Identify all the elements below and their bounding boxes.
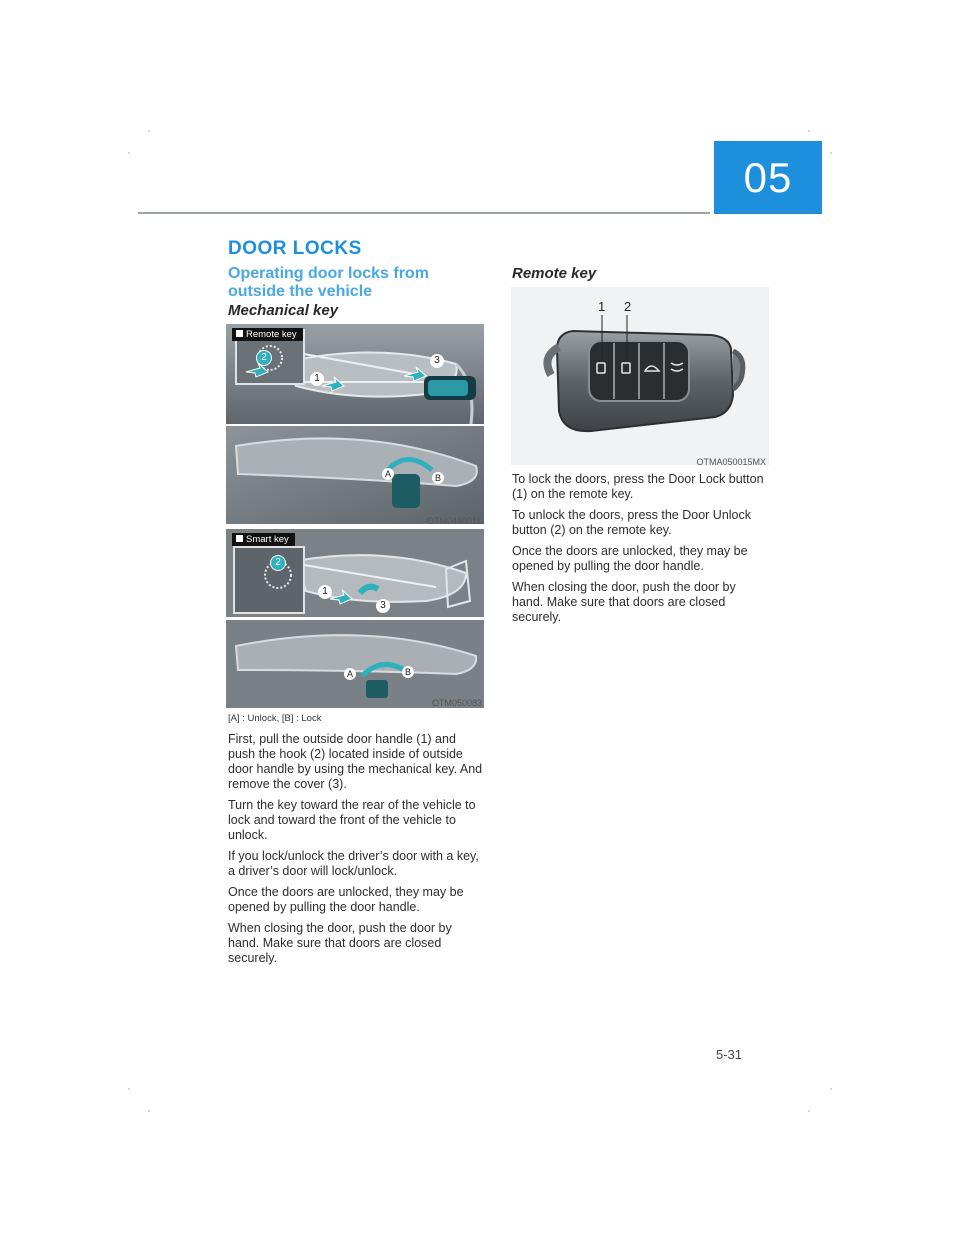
crop-mark xyxy=(808,130,810,132)
right-body-text xyxy=(512,472,770,631)
crop-mark xyxy=(148,130,150,132)
chapter-tab: 05 xyxy=(714,141,822,214)
callout-1: 1 xyxy=(598,299,606,314)
callout-a: A xyxy=(344,668,356,680)
callout-2: 2 xyxy=(256,350,272,366)
page-number: 5-31 xyxy=(716,1047,743,1062)
remote-key-illustration xyxy=(511,287,769,465)
paragraph: First, pull the outside door handle (1) and push the hook (2) located inside of outside door handle by using the mechanical key. And remove the cover (3). xyxy=(228,732,483,791)
section-title: DOOR LOCKS xyxy=(228,238,362,259)
paragraph: Once the doors are unlocked, they may be opened by pulling the door handle. xyxy=(228,885,464,914)
callout-3: 3 xyxy=(376,599,390,613)
crop-mark xyxy=(148,1110,150,1112)
figure-code-3: OTMA050015MX xyxy=(696,457,766,467)
remote-key-badge-label: Remote key xyxy=(246,329,297,340)
remote-key-turn-illustration xyxy=(226,426,484,524)
figure-remote-key-turn xyxy=(226,426,484,524)
header-rule xyxy=(138,212,710,214)
callout-2: 2 xyxy=(270,555,286,571)
callout-1: 1 xyxy=(310,372,324,386)
callout-b: B xyxy=(432,472,444,484)
figure-caption: [A] : Unlock, [B] : Lock xyxy=(228,713,322,724)
remote-key-heading: Remote key xyxy=(512,265,597,282)
mechanical-key-heading: Mechanical key xyxy=(228,302,339,319)
crop-mark xyxy=(128,1088,130,1090)
section-subtitle: Operating door locks from outside the vehicle xyxy=(228,265,429,300)
paragraph: When closing the door, push the door by hand. Make sure that doors are closed securely. xyxy=(512,580,736,624)
paragraph: To lock the doors, press the Door Lock button (1) on the remote key. xyxy=(512,472,764,501)
callout-a: A xyxy=(382,468,394,480)
smart-key-badge xyxy=(232,533,295,546)
callout-1: 1 xyxy=(318,585,332,599)
paragraph: Once the doors are unlocked, they may be opened by pulling the door handle. xyxy=(512,544,748,573)
figure-remote-key xyxy=(511,287,769,465)
crop-mark xyxy=(830,1088,832,1090)
crop-mark xyxy=(830,152,832,154)
figure-remote-key-handle xyxy=(226,324,484,424)
callout-2: 2 xyxy=(624,299,632,314)
figure-smart-key-handle xyxy=(226,529,484,617)
left-body-text xyxy=(228,732,486,972)
paragraph: To unlock the doors, press the Door Unlock button (2) on the remote key. xyxy=(512,508,752,537)
crop-mark xyxy=(128,152,130,154)
remote-key-badge xyxy=(232,328,303,341)
figure-code-1: OTM048001L xyxy=(426,516,482,526)
smart-key-badge-label: Smart key xyxy=(246,534,289,545)
paragraph: Turn the key toward the rear of the vehicle to lock and toward the front of the vehicle to unlock. xyxy=(228,798,476,842)
callout-b: B xyxy=(402,666,414,678)
callout-3: 3 xyxy=(430,354,444,368)
paragraph: If you lock/unlock the driver’s door with a key, a driver’s door will lock/unlock. xyxy=(228,849,479,878)
smart-key-turn-illustration xyxy=(226,620,484,708)
figure-code-2: OTM050083 xyxy=(431,698,482,708)
figure-smart-key-turn xyxy=(226,620,484,708)
paragraph: When closing the door, push the door by hand. Make sure that doors are closed securely. xyxy=(228,921,452,965)
crop-mark xyxy=(808,1110,810,1112)
